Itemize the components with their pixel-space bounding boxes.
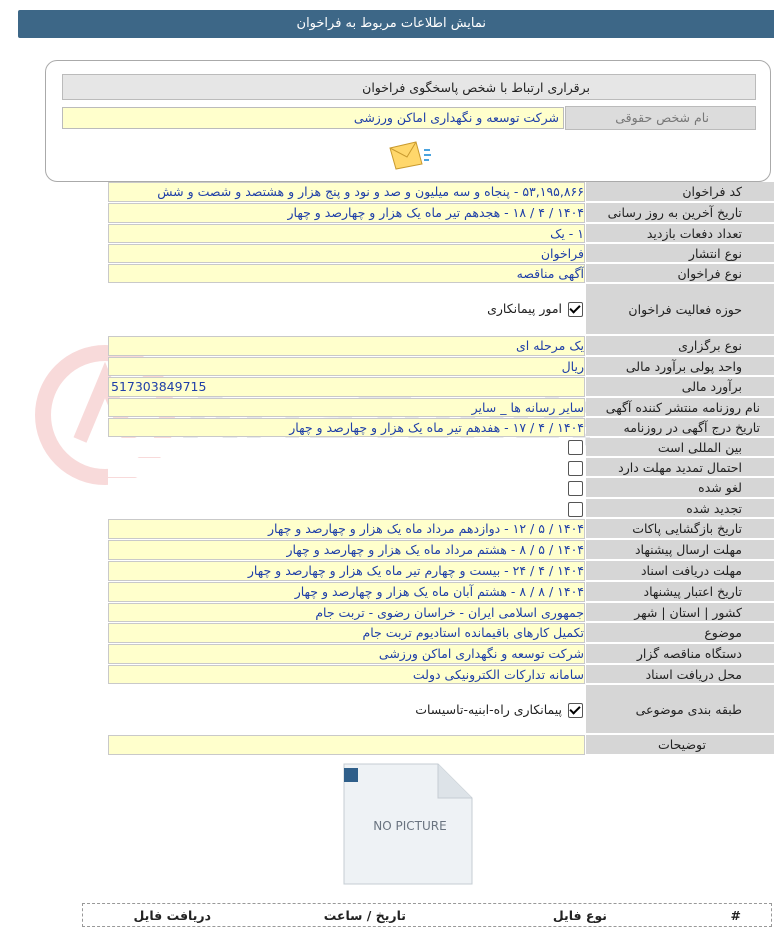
holding-type-label: نوع برگزاری <box>678 338 742 353</box>
row-renewed <box>108 499 774 519</box>
row-location <box>108 603 774 623</box>
holding-type-value: یک مرحله ای <box>515 338 584 353</box>
validity-value: ۱۴۰۴ / ۸ / ۸ - هشتم آبان ماه یک هزار و چهارصد و چهار <box>294 584 584 599</box>
doc-deadline-value: ۱۴۰۴ / ۴ / ۲۴ - بیست و چهارم تیر ماه یک هزار و چهارصد و چهار <box>247 563 584 578</box>
row-validity <box>108 582 774 603</box>
contact-label <box>565 106 756 130</box>
activity-field-checkbox[interactable] <box>568 302 583 317</box>
category-option: پیمانکاری راه-ابنیه-تاسیسات <box>415 702 562 717</box>
no-picture-image <box>338 762 478 888</box>
location-label: کشور | استان | شهر <box>634 605 742 620</box>
contact-label-text: نام شخص حقوقی <box>615 110 709 125</box>
no-picture-text: NO PICTURE <box>373 819 447 833</box>
contact-header-text: برقراری ارتباط با شخص پاسخگوی فراخوان <box>362 80 590 95</box>
subject-label: موضوع <box>704 625 742 640</box>
renewed-label: تجدید شده <box>686 501 742 516</box>
row-visits <box>108 224 774 244</box>
row-envelope-open <box>108 519 774 540</box>
subject-value: تکمیل کارهای باقیمانده استادیوم تربت جام <box>362 625 584 640</box>
row-currency <box>108 357 774 377</box>
row-call-type <box>108 264 774 284</box>
cancelled-label: لغو شده <box>698 480 742 495</box>
call-type-value: آگهی مناقصه <box>516 266 584 281</box>
envelope-icon[interactable] <box>386 138 432 172</box>
row-extension <box>108 458 774 478</box>
category-checkbox[interactable] <box>568 703 583 718</box>
estimate-label: برآورد مالی <box>681 379 742 394</box>
row-cancelled <box>108 478 774 499</box>
validity-label: تاریخ اعتبار پیشنهاد <box>643 584 742 599</box>
estimate-value: 517303849715 <box>111 379 207 394</box>
bid-deadline-value: ۱۴۰۴ / ۵ / ۸ - هشتم مرداد ماه یک هزار و چهارصد و چهار <box>286 542 584 557</box>
publish-type-label: نوع انتشار <box>688 246 742 261</box>
code-value: ۵۳,۱۹۵,۸۶۶ - پنجاه و سه میلیون و صد و نود و پنج هزار و هشتصد و شصت و شش <box>157 184 584 199</box>
bid-deadline-label: مهلت ارسال پیشنهاد <box>634 542 742 557</box>
row-activity-field <box>108 284 774 336</box>
location-value: جمهوری اسلامی ایران - خراسان رضوی - تربت جام <box>315 605 584 620</box>
publish-type-value: فراخوان <box>540 246 584 261</box>
renewed-checkbox[interactable] <box>568 502 583 517</box>
contact-box <box>45 60 771 182</box>
envelope-open-value: ۱۴۰۴ / ۵ / ۱۲ - دوازدهم مرداد ماه یک هزار و چهارصد و چهار <box>267 521 584 536</box>
col-download: دریافت فایل <box>133 908 211 923</box>
row-doc-deadline <box>108 561 774 582</box>
cancelled-checkbox[interactable] <box>568 481 583 496</box>
row-bid-deadline <box>108 540 774 561</box>
international-checkbox[interactable] <box>568 440 583 455</box>
organizer-label: دستگاه مناقصه گزار <box>636 646 742 661</box>
code-label: کد فراخوان <box>682 184 742 199</box>
col-number: # <box>730 908 741 923</box>
newspaper-date-value: ۱۴۰۴ / ۴ / ۱۷ - هفدهم تیر ماه یک هزار و چهارصد و چهار <box>289 420 584 435</box>
newspaper-label: نام روزنامه منتشر کننده آگهی <box>605 400 760 415</box>
contact-value <box>62 107 564 129</box>
activity-field-label: حوزه فعالیت فراخوان <box>628 302 742 317</box>
no-picture-badge-icon <box>344 768 358 782</box>
call-type-label: نوع فراخوان <box>677 266 742 281</box>
row-organizer <box>108 644 774 665</box>
col-date-time: تاریخ / ساعت <box>323 908 406 923</box>
envelope-open-label: تاریخ بازگشایی پاکات <box>632 521 742 536</box>
organizer-value: شرکت توسعه و نگهداری اماکن ورزشی <box>378 646 584 661</box>
doc-deadline-label: مهلت دریافت اسناد <box>640 563 742 578</box>
activity-field-option: امور پیمانکاری <box>487 301 562 316</box>
extension-label: احتمال تمدید مهلت دارد <box>618 460 742 475</box>
row-subject <box>108 623 774 644</box>
contact-value-text: شرکت توسعه و نگهداری اماکن ورزشی <box>353 110 559 125</box>
last-update-label: تاریخ آخرین به روز رسانی <box>607 205 742 220</box>
contact-header <box>62 74 756 100</box>
extension-checkbox[interactable] <box>568 461 583 476</box>
currency-label: واحد پولی برآورد مالی <box>625 359 742 374</box>
visits-value: ۱ - یک <box>550 226 584 241</box>
row-estimate <box>108 377 774 398</box>
page-title: نمایش اطلاعات مربوط به فراخوان <box>296 16 486 31</box>
row-code <box>108 182 774 203</box>
row-doc-place <box>108 665 774 685</box>
last-update-value: ۱۴۰۴ / ۴ / ۱۸ - هجدهم تیر ماه یک هزار و چهارصد و چهار <box>287 205 584 220</box>
newspaper-value: سایر رسانه ها _ سایر <box>471 400 584 415</box>
row-newspaper-date <box>108 418 774 438</box>
currency-value: ریال <box>561 359 584 374</box>
row-last-update <box>108 203 774 224</box>
col-file-type: نوع فایل <box>552 908 607 923</box>
doc-place-label: محل دریافت اسناد <box>645 667 742 682</box>
file-table-header <box>82 903 772 927</box>
row-international <box>108 438 774 458</box>
visits-label: تعداد دفعات بازدید <box>646 226 742 241</box>
row-newspaper <box>108 398 774 418</box>
page-title-bar <box>18 10 774 38</box>
doc-place-value: سامانه تدارکات الکترونیکی دولت <box>412 667 584 682</box>
international-label: بین المللی است <box>657 440 742 455</box>
row-holding-type <box>108 336 774 357</box>
row-publish-type <box>108 244 774 264</box>
row-description <box>108 735 774 756</box>
newspaper-date-label: تاریخ درج آگهی در روزنامه <box>623 420 760 435</box>
category-label: طبقه بندی موضوعی <box>635 702 742 717</box>
description-label: توضیحات <box>658 737 706 752</box>
